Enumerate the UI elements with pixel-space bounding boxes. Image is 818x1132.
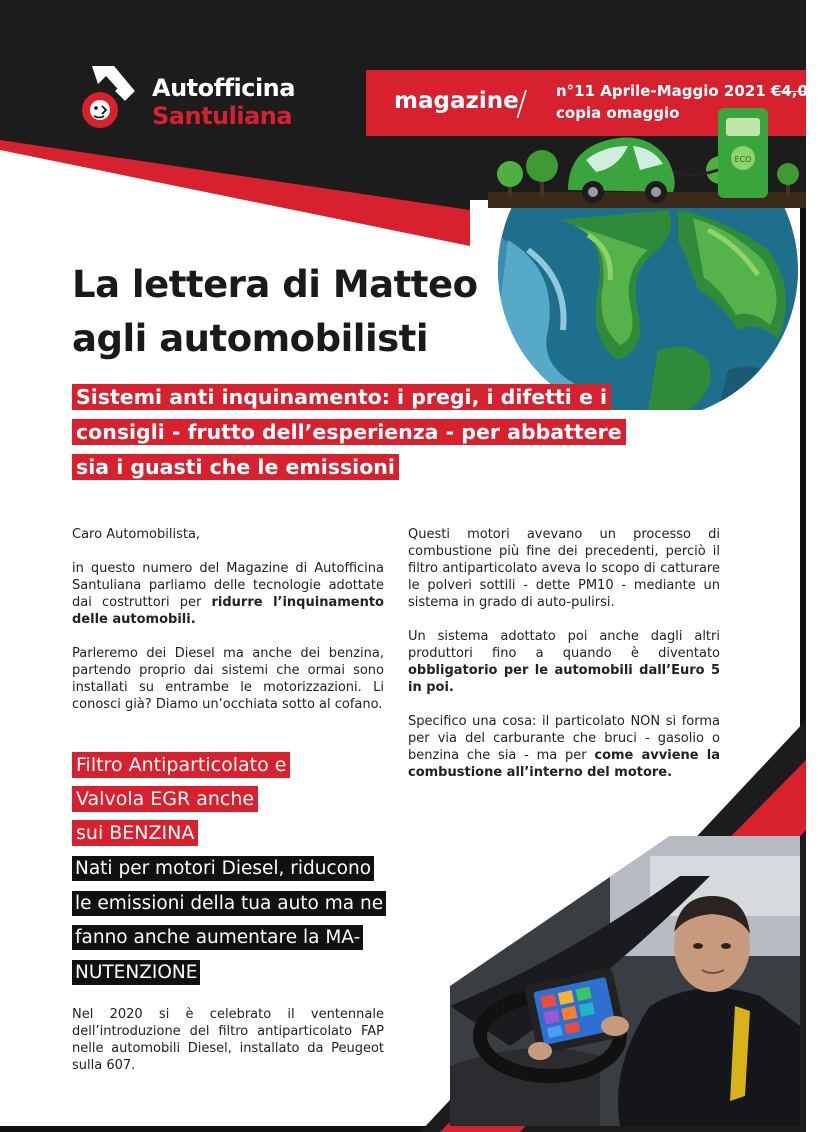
left-p1-bold: ridurre l’inquinamento delle automobili. xyxy=(72,595,384,627)
left-paragraph-1 xyxy=(72,560,384,628)
logo-text-santuliana: Santuliana xyxy=(152,102,293,130)
bottom-paragraph: Nel 2020 si è celebrato il ventennale dell’introduzione del filtro antiparticolato FAP nelle automobili Diesel, installato da Peugeot sulla 607. xyxy=(72,1007,384,1073)
subtitle-line-3: sia i guasti che le emissioni xyxy=(72,454,399,480)
left-p1-text: in questo numero del Magazine di Autofficina Santuliana parliamo delle tecnologie adottate dai costruttori per xyxy=(72,561,384,610)
title-line-2: agli automobilisti xyxy=(72,317,429,360)
section-sub-line-4: NUTENZIONE xyxy=(72,960,200,985)
right-p2-text: Un sistema adottato poi anche dagli altri produttori fino a quando è diventato xyxy=(408,629,720,661)
magazine-issue xyxy=(556,82,818,100)
logo-text-autofficina: Autofficina xyxy=(152,74,295,102)
right-paragraph-2 xyxy=(408,628,720,696)
eco-earth-illustration xyxy=(468,100,806,410)
greeting: Caro Automobilista, xyxy=(72,527,201,542)
left-column xyxy=(72,526,384,730)
right-paragraph-3 xyxy=(408,713,720,781)
section-subheading xyxy=(72,852,388,990)
mechanic-in-car-photo xyxy=(450,836,800,1126)
right-p3-text: Specifico una cosa: il particolato NON si forma per via del carburante che bruci - gasolio o benzina che sia - ma per xyxy=(408,714,720,763)
page-subtitle xyxy=(72,380,632,485)
charging-station xyxy=(668,108,768,198)
subtitle-line-2: consigli - frutto dell’esperienza - per abbattere xyxy=(72,419,626,445)
right-p3-bold: come avviene la combustione all’interno del motore. xyxy=(408,748,720,780)
page-title xyxy=(72,258,492,366)
brand-logo xyxy=(78,64,308,144)
magazine-copy-note: copia omaggio xyxy=(556,104,680,122)
section-heading xyxy=(72,748,388,850)
section-heading-line-3: sui BENZINA xyxy=(72,820,198,846)
eco-label-text: ECO xyxy=(734,155,752,164)
section-sub-line-2: le emissioni della tua auto ma ne xyxy=(72,891,386,916)
right-paragraph-1: Questi motori avevano un processo di combustione più fine dei precedenti, perciò il filtro antiparticolato aveva lo scopo di catturare le polveri sottili - dette PM10 - mediante un sistema in grado di auto-pulirsi. xyxy=(408,527,720,610)
right-column xyxy=(408,526,720,798)
bottom-paragraph-block xyxy=(72,1006,384,1091)
magazine-label: magazine xyxy=(394,88,519,114)
mechanic-logo-icon xyxy=(78,64,142,136)
issue-price: €4,00 xyxy=(770,82,818,100)
section-heading-line-1: Filtro Antiparticolato e xyxy=(72,752,290,778)
issue-text: n°11 Aprile-Maggio 2021 xyxy=(556,82,771,100)
subtitle-line-1: Sistemi anti inquinamento: i pregi, i difetti e i xyxy=(72,384,611,410)
section-heading-line-2: Valvola EGR anche xyxy=(72,786,258,812)
right-p2-bold: obbligatorio per le automobili dall’Euro 5 in poi. xyxy=(408,663,720,695)
section-sub-line-1: Nati per motori Diesel, riducono xyxy=(72,856,374,881)
left-paragraph-2: Parleremo dei Diesel ma anche dei benzina, partendo proprio dai sistemi che ormai sono installati su entrambe le motorizzazioni. Li conosci già? Diamo un’occhiata sotto al cofano. xyxy=(72,646,384,712)
title-line-1: La lettera di Matteo xyxy=(72,263,478,306)
section-sub-line-3: fanno anche aumentare la MA- xyxy=(72,925,363,950)
magazine-slash: / xyxy=(516,84,528,124)
